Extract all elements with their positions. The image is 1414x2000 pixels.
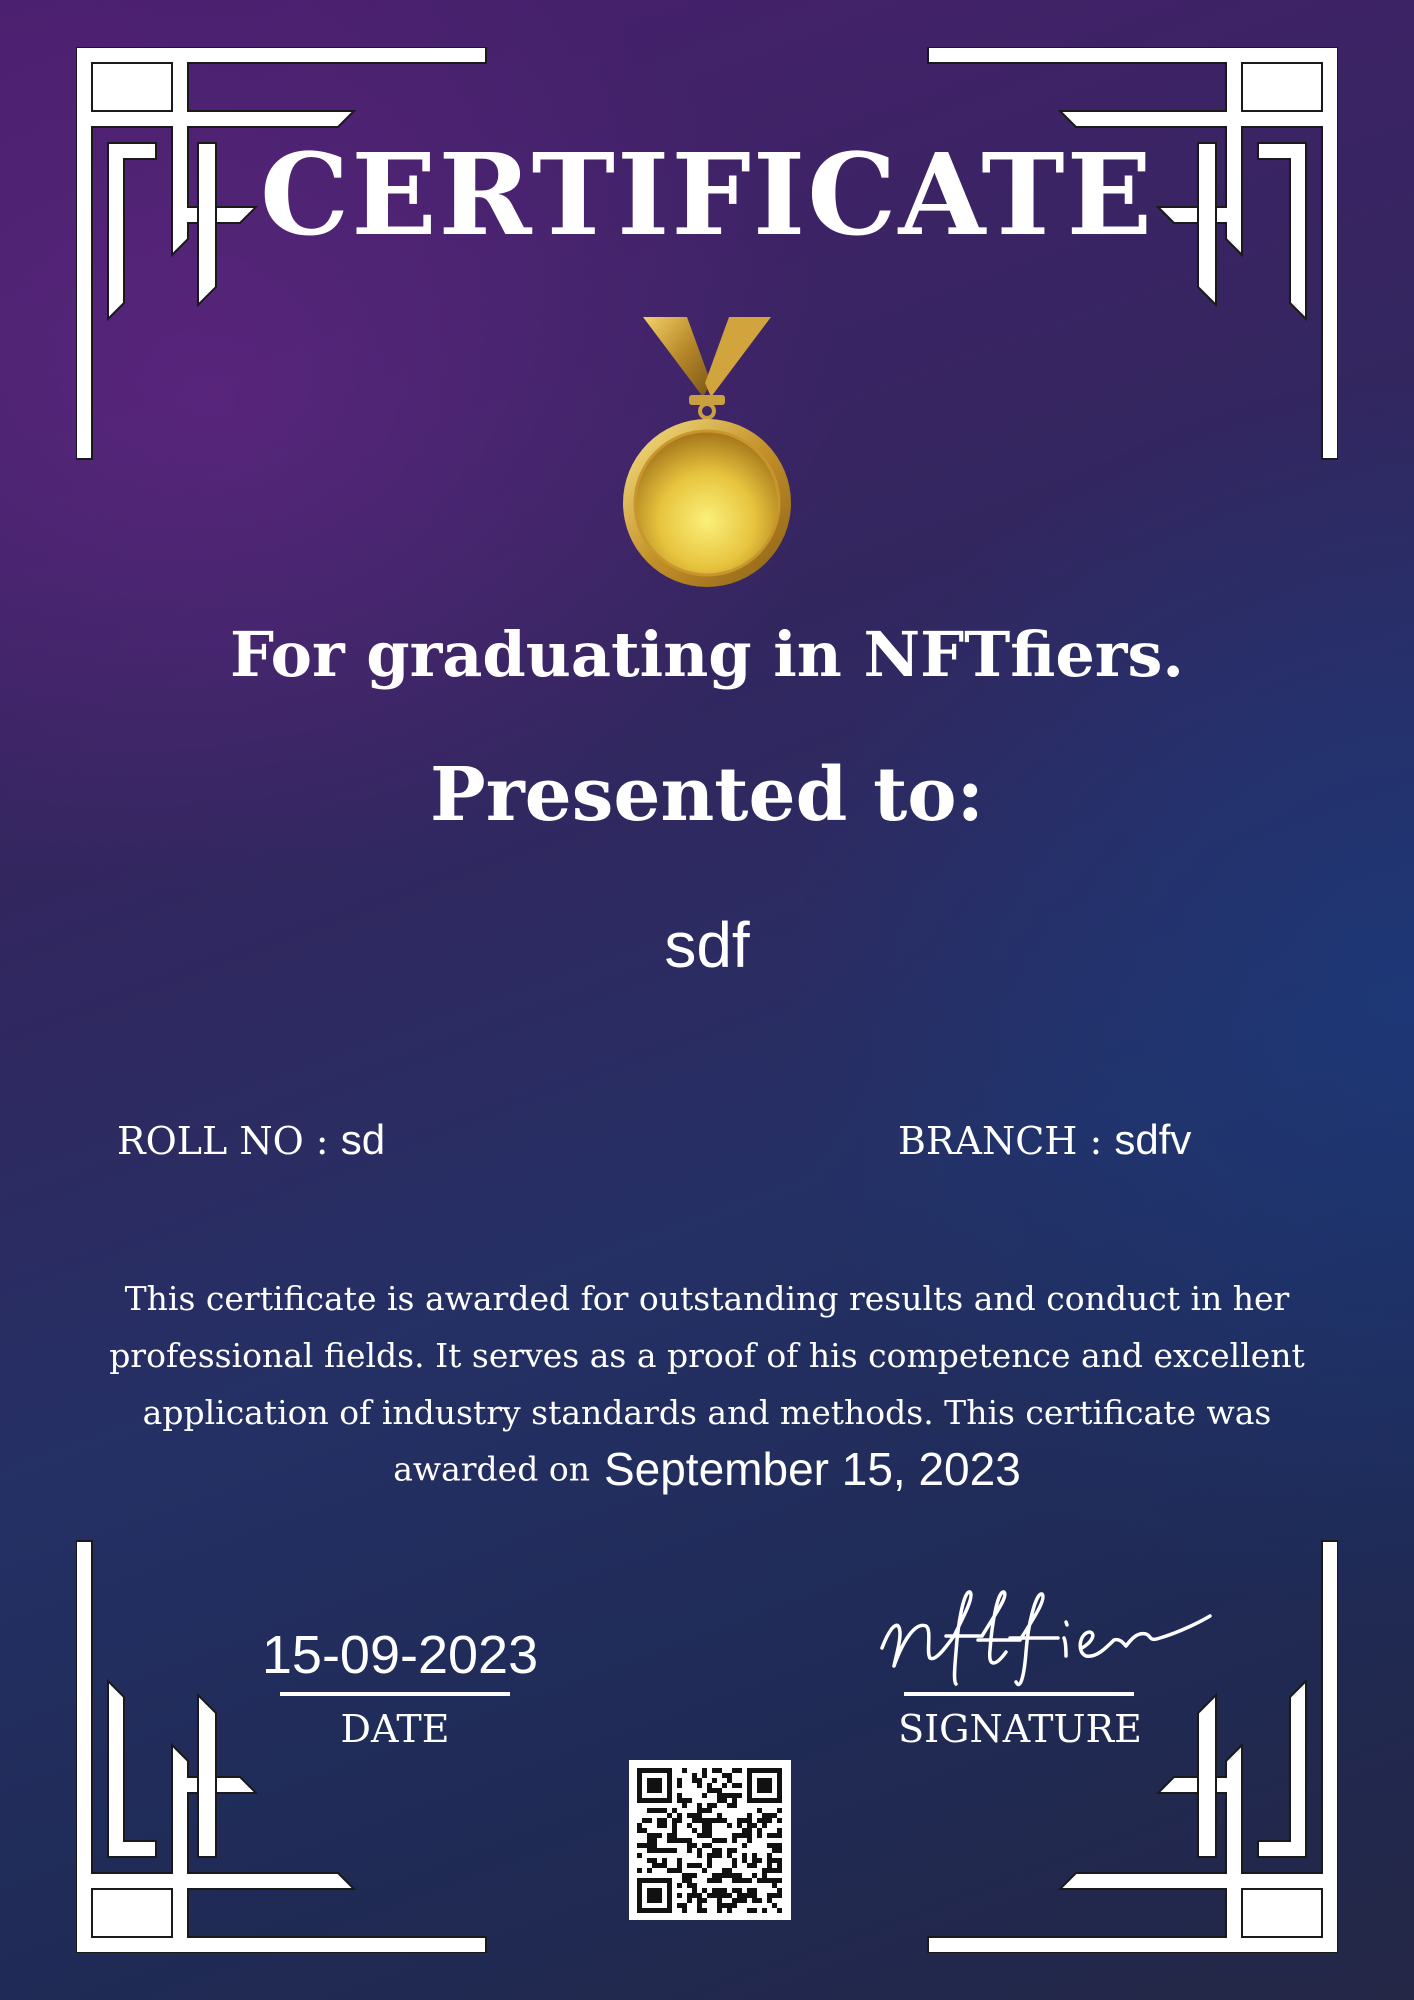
roll-number	[117, 1116, 385, 1164]
roll-number-value: sd	[340, 1116, 386, 1163]
branch-value: sdfv	[1114, 1116, 1192, 1163]
date-label: DATE	[340, 1707, 450, 1751]
signature-underline	[904, 1692, 1134, 1696]
awarded-on-date: September 15, 2023	[603, 1443, 1021, 1495]
certificate-body-text: This certificate is awarded for outstanding results and conduct in her professional fields. It serves as a proof of his competence and excellent application of industry standards and methods. This certificate was	[109, 1279, 1305, 1432]
awarded-on-label: awarded on	[393, 1449, 590, 1489]
date-value: 15-09-2023	[261, 1625, 539, 1685]
roll-number-label: ROLL NO :	[117, 1119, 341, 1163]
branch	[898, 1116, 1191, 1164]
date-underline	[280, 1692, 510, 1696]
signature-image	[870, 1582, 1220, 1692]
branch-label: BRANCH :	[898, 1119, 1115, 1163]
recipient-name: sdf	[664, 909, 750, 981]
gold-medal-icon	[617, 313, 797, 593]
certificate-title: CERTIFICATE	[260, 130, 1154, 261]
presented-to-label: Presented to:	[430, 752, 984, 838]
qr-code[interactable]	[629, 1760, 791, 1920]
signature-label: SIGNATURE	[898, 1707, 1142, 1751]
certificate-subtitle: For graduating in NFTfiers.	[230, 618, 1184, 691]
awarded-on-line	[0, 1442, 1414, 1496]
